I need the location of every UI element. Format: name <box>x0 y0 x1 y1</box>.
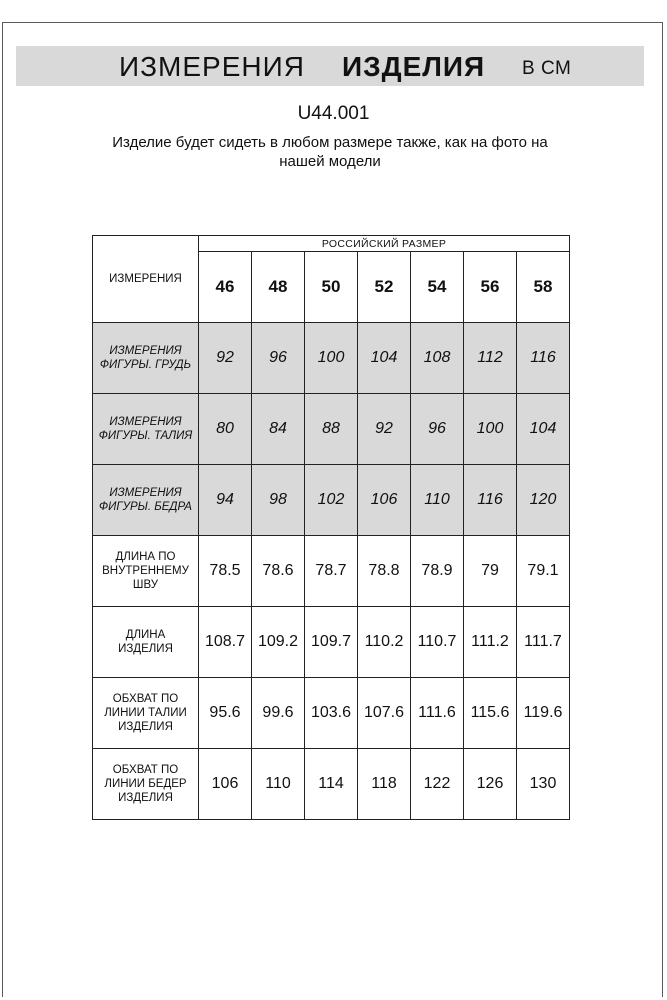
table-row <box>93 536 570 607</box>
table-cell: 108 <box>411 323 464 394</box>
table-cell: 109.7 <box>305 607 358 678</box>
row-label-text: ДЛИНА ИЗДЕЛИЯ <box>118 629 173 655</box>
table-cell: 115.6 <box>464 678 517 749</box>
table-cell: 130 <box>517 749 570 820</box>
row-label-text: ОБХВАТ ПО ЛИНИИ ТАЛИИ ИЗДЕЛИЯ <box>104 693 187 733</box>
table-cell: 78.6 <box>252 536 305 607</box>
table-cell: 111.7 <box>517 607 570 678</box>
table-row <box>93 465 570 536</box>
size-header: 58 <box>517 252 570 323</box>
table-cell: 100 <box>305 323 358 394</box>
row-label-text: ДЛИНА ПО ВНУТРЕННЕМУ ШВУ <box>102 551 189 591</box>
table-cell: 98 <box>252 465 305 536</box>
table-cell: 112 <box>464 323 517 394</box>
table-cell: 79 <box>464 536 517 607</box>
table-cell: 95.6 <box>199 678 252 749</box>
table-cell: 92 <box>358 394 411 465</box>
row-label <box>93 323 199 394</box>
table-cell: 78.5 <box>199 536 252 607</box>
table-cell: 96 <box>411 394 464 465</box>
table-cell: 116 <box>517 323 570 394</box>
table-cell: 84 <box>252 394 305 465</box>
row-label-text: ИЗМЕРЕНИЯ ФИГУРЫ. ГРУДЬ <box>99 345 192 371</box>
size-table <box>92 235 570 820</box>
table-row <box>93 323 570 394</box>
table-cell: 118 <box>358 749 411 820</box>
table-cell: 99.6 <box>252 678 305 749</box>
table-cell: 104 <box>358 323 411 394</box>
table-cell: 111.6 <box>411 678 464 749</box>
row-label-text: ОБХВАТ ПО ЛИНИИ БЕДЕР ИЗДЕЛИЯ <box>104 764 187 804</box>
table-cell: 108.7 <box>199 607 252 678</box>
table-cell: 94 <box>199 465 252 536</box>
table-cell: 80 <box>199 394 252 465</box>
product-code: U44.001 <box>297 103 370 124</box>
table-cell: 78.7 <box>305 536 358 607</box>
fit-note: Изделие будет сидеть в любом размере также, как на фото на нашей модели <box>112 134 548 170</box>
table-row <box>93 607 570 678</box>
table-cell: 107.6 <box>358 678 411 749</box>
row-label <box>93 678 199 749</box>
table-row <box>93 678 570 749</box>
table-cell: 100 <box>464 394 517 465</box>
size-header: 48 <box>252 252 305 323</box>
title-banner <box>16 46 644 86</box>
table-cell: 106 <box>358 465 411 536</box>
table-cell: 110 <box>411 465 464 536</box>
title-word-product: ИЗДЕЛИЯ <box>342 51 486 82</box>
row-label-text: ИЗМЕРЕНИЯ ФИГУРЫ. ТАЛИЯ <box>98 416 193 442</box>
row-label <box>93 749 199 820</box>
table-cell: 114 <box>305 749 358 820</box>
table-cell: 116 <box>464 465 517 536</box>
table-cell: 119.6 <box>517 678 570 749</box>
table-cell: 78.9 <box>411 536 464 607</box>
table-cell: 92 <box>199 323 252 394</box>
table-cell: 78.8 <box>358 536 411 607</box>
table-cell: 110.2 <box>358 607 411 678</box>
row-label <box>93 394 199 465</box>
table-cell: 120 <box>517 465 570 536</box>
row-label <box>93 536 199 607</box>
table-row <box>93 749 570 820</box>
title-word-measurements: ИЗМЕРЕНИЯ <box>119 51 305 82</box>
table-cell: 103.6 <box>305 678 358 749</box>
table-cell: 88 <box>305 394 358 465</box>
table-cell: 106 <box>199 749 252 820</box>
group-header: РОССИЙСКИЙ РАЗМЕР <box>199 236 570 252</box>
table-cell: 126 <box>464 749 517 820</box>
table-cell: 110 <box>252 749 305 820</box>
table-cell: 79.1 <box>517 536 570 607</box>
size-header: 50 <box>305 252 358 323</box>
size-header: 56 <box>464 252 517 323</box>
table-row <box>93 394 570 465</box>
table-cell: 109.2 <box>252 607 305 678</box>
row-label <box>93 465 199 536</box>
table-cell: 96 <box>252 323 305 394</box>
table-cell: 104 <box>517 394 570 465</box>
table-cell: 122 <box>411 749 464 820</box>
table-cell: 110.7 <box>411 607 464 678</box>
size-header: 54 <box>411 252 464 323</box>
table-cell: 102 <box>305 465 358 536</box>
title-unit: В СМ <box>522 58 572 79</box>
size-header: 46 <box>199 252 252 323</box>
table-cell: 111.2 <box>464 607 517 678</box>
row-label <box>93 607 199 678</box>
corner-label: ИЗМЕРЕНИЯ <box>93 236 199 323</box>
size-header: 52 <box>358 252 411 323</box>
row-label-text: ИЗМЕРЕНИЯ ФИГУРЫ. БЕДРА <box>99 487 192 513</box>
